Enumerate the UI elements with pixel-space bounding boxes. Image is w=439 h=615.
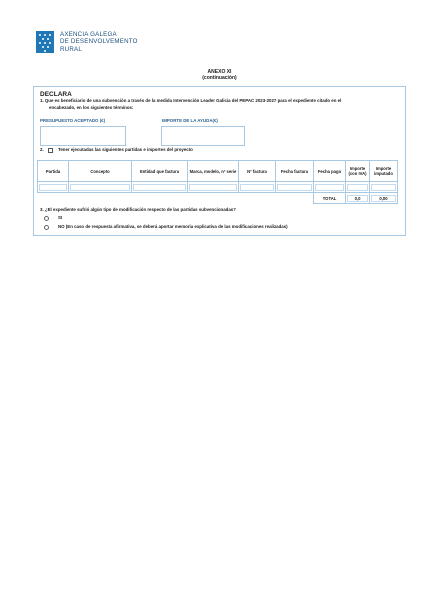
item2-number: 2.	[40, 147, 44, 152]
presupuesto-label: PRESUPUESTO ACEPTADO (€)	[40, 118, 106, 123]
cell-importe-iva-input[interactable]	[347, 184, 368, 191]
item3-label: 3. ¿El expediente sufrió algún tipo de modificación respecto de las partidas subvencionadas?	[40, 207, 236, 212]
cell-fecha-pago-input[interactable]	[315, 184, 344, 191]
cell-num-factura-input[interactable]	[240, 184, 274, 191]
cell-entidad-input[interactable]	[133, 184, 186, 191]
item1-text-line1: 1. Que es beneficiario de una subvención a través de la medida Intervención Leader Galicia del PEPAC 2023-2027 para el expediente citado en el	[40, 98, 342, 103]
logo-mark-icon	[36, 31, 54, 53]
col-num-factura: Nº factura	[239, 161, 276, 182]
table-total-row	[38, 193, 398, 204]
cell-marca-input[interactable]	[189, 184, 237, 191]
col-importe-imputado: Importe imputado	[370, 161, 398, 182]
col-partida: Partida	[38, 161, 69, 182]
cell-partida-input[interactable]	[39, 184, 67, 191]
radio-si[interactable]	[44, 216, 49, 221]
item2-label: Tener ejecutadas las siguientes partidas e importes del proyecto	[58, 147, 193, 152]
total-imputado: 0,00	[371, 195, 396, 202]
col-entidad: Entidad que factura	[132, 161, 188, 182]
agader-logo	[36, 31, 138, 53]
cell-fecha-factura-input[interactable]	[277, 184, 312, 191]
item1-text-line2: encabezado, en los siguientes términos:	[49, 105, 134, 110]
cell-importe-imputado-input[interactable]	[371, 184, 396, 191]
logo-text: AXENCIA GALEGA DE DESENVOLVEMENTO RURAL	[60, 31, 138, 53]
col-concepto: Concepto	[69, 161, 132, 182]
col-fecha-pago: Fecha pago	[314, 161, 346, 182]
col-fecha-factura: Fecha factura	[276, 161, 314, 182]
col-marca-modelo: Marca, modelo, nº serie	[188, 161, 239, 182]
table-header-row	[38, 161, 398, 182]
partidas-table	[37, 160, 398, 204]
cell-concepto-input[interactable]	[70, 184, 130, 191]
declara-heading: DECLARA	[40, 91, 72, 98]
item2-checkbox[interactable]	[48, 148, 53, 153]
col-importe-con-iva: Importe (con IVA)	[346, 161, 370, 182]
total-label: TOTAL	[314, 193, 346, 204]
radio-no[interactable]	[44, 225, 49, 230]
annex-subtitle: (continuación)	[202, 75, 237, 81]
radio-si-label: SI	[58, 215, 63, 220]
presupuesto-field[interactable]	[40, 126, 126, 146]
importe-ayuda-field[interactable]	[161, 126, 245, 146]
annex-title: ANEXO XI	[207, 69, 232, 75]
importe-ayuda-label: IMPORTE DE LA AYUDA(€)	[162, 118, 218, 123]
radio-no-label: NO (En caso de respuesta afirmativa, se deberá aportar memoria explicativa de las modificaciones realizadas)	[58, 224, 288, 229]
table-row	[38, 182, 398, 193]
total-con-iva: 0,0	[347, 195, 368, 202]
